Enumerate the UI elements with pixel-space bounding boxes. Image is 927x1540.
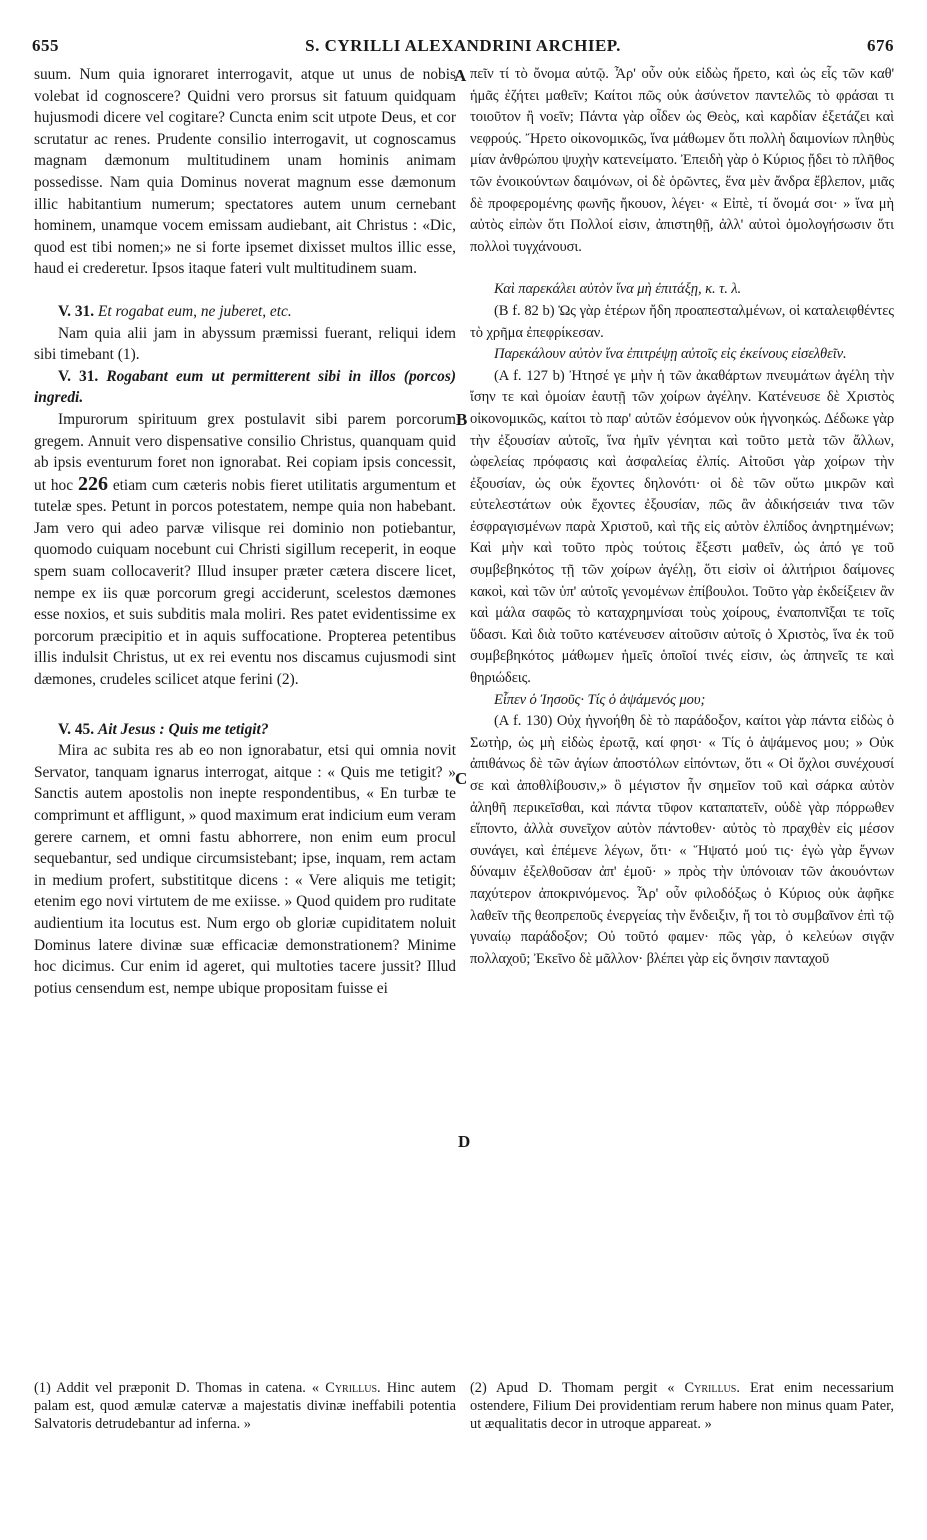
greek-heading: Καὶ παρεκάλει αὐτὸν ἵνα μὴ ἐπιτάξῃ, κ. τ. λ. [494, 281, 742, 298]
verse-heading [34, 366, 456, 409]
latin-column [34, 64, 456, 999]
greek-heading: Παρεκάλουν αὐτὸν ἵνα ἐπιτρέψῃ αὐτοῖς εἰς ἐκείνους εἰσελθεῖν. [494, 346, 847, 363]
verse-title: Ait Jesus : Quis me tetigit? [97, 720, 269, 738]
page-number-right: 676 [867, 36, 894, 55]
latin-paragraph: suum. Num quia ignoraret interrogavit, atque ut unus de nobis volebat id cognoscere? Quidni vero prorsus sit fatuum quidquam hujusmodi dicere vel cogitare? Cuncta enim scit utpote Deus, et cor scrutatur ac renes. Prudente consilio interrogavit, ut cognoscamus magnam dæmonum multitudinem unam hominis animam possedisse. Nam quia Dominus noverat magnum esse dæmonum illic habitantium numerum; spectatores autem unum cernebant hominem, unamque vocem emissam audiebant, ait Christus : «Dic, quod est tibi nomen;» ne si forte ipsemet dixisset multos illic esse, haud ei crederetur. Ipsos itaque fateri vult multitudinem suam. [34, 66, 456, 278]
text-run: etiam cum cæteris nobis fieret utilitatis argumentum et tutelæ spes. Petunt in porcos potestatem, nempe quia non habebant. Jam vero qui adeo parvæ vilisque rei dominio non potiebantur, quomodo cuiquam nocebunt cui Christi sigillum receperit, in eoque spem suam collocaverit? Illud insuper præter cætera discere licet, nempe ex iis quæ porcorum gregi acciderunt, scelestos dæmones esse noxios, et suis subditis mala moliri. Res patet evidentissime ex porcorum præcipitio et in aquis suffocatione. Propterea petentibus illis indulsit Christus, ut ex rei eventu nos discamus cujusmodi sint dæmones, crudeles scilicet atque ferini (2). [34, 476, 457, 689]
greek-heading: Εἶπεν ὁ Ἰησοῦς· Τίς ὁ ἀψάμενός μου; [494, 691, 706, 708]
margin-letter-d: D [458, 1132, 471, 1151]
verse-title: Rogabant eum ut permitterent sibi in illos (porcos) ingredi. [34, 367, 456, 407]
footnote-left [34, 1380, 456, 1433]
verse-title: Et rogabat eum, ne juberet, etc. [97, 302, 292, 320]
verse-number: V. 31. [58, 302, 95, 320]
footnote-text [34, 1380, 456, 1433]
margin-letter-b: B [456, 410, 468, 429]
author-name: Cyrillus. [325, 1380, 381, 1396]
verse-heading [34, 301, 456, 323]
text-run: Hinc autem palam est, quod æmulæ catervæ a majestatis divinæ ineffabili potentia Salvatoris detrudebantur ad inferna. » [34, 1380, 456, 1432]
page-number-left: 655 [32, 36, 59, 55]
greek-paragraph: (A f. 127 b) Ἠτησέ γε μὴν ἡ τῶν ἀκαθάρτων πνευμάτων ἀγέλη τὴν ἴσην τε καὶ ὁμοίαν ἑαυτῇ τῶν χοίρων ἀγέλην. Κατένευσε δὲ Χριστὸς οἰκονομικῶς, καίτοι τὸ παρ' αὐτῶν ἐσόμενον οὐκ ἠγνοηκώς. Δέδωκε γὰρ τὴν ἐξουσίαν αὐτοῖς, ἵνα ἡμῖν γένηται καὶ τοῦτο μετὰ τῶν ἄλλων, ὠφελείας πρόφασις καὶ ἀσφαλείας ἐλπίς. Αἰτοῦσι γὰρ χοίρων τὴν ἐξουσίαν, ὡς οὐκ ἔχοντες δηλονότι· οἱ δὲ τῶν οὕτω μικρῶν καὶ εὐτελεστάτων οὐκ ἔχοντες ἐξουσίαν, πῶς ἂν ἀδικήσειάν τινα τῶν ἐσφραγισμένων παρὰ Χριστοῦ, καὶ τῆς εἰς αὐτὸν ἐλπίδος ἀνηρτημένων; Καὶ μὴν καὶ τοῦτο πρὸς τούτοις ἔξεστι μαθεῖν, ὡς ἀπό γε τοῦ συμβεβηκότος τῇ τῶν χοίρων ἀγέλῃ, ὅτι εἰσὶν οἱ ἀλιτήριοι δαίμονες κακοὶ, καὶ τῶν ὑπ' αὐτοῖς γενομένων ἐπίβουλοι. Τοῦτο γὰρ ἐκδείξειεν ἂν καὶ μάλα σαφῶς τὸ καταχρημνίσαι τοὺς χοίρους, ἐναποπνῖξαι τε τοῖς ὕδασι. Καὶ διὰ τοῦτο κατένευσεν αἰτοῦσιν αὐτοῖς ὁ Χριστὸς, ἵνα ἐκ τοῦ συμβεβηκότος μάθωμεν ἡμεῖς ὁποῖοί τινές εἰσιν, ὡς ἀπηνεῖς τε καὶ θηριώδεις. [470, 367, 894, 687]
text-run: (2) Apud D. Thomam pergit « [470, 1380, 675, 1396]
margin-letter-a: A [454, 66, 467, 85]
margin-letter-c: C [455, 769, 468, 788]
running-title: S. CYRILLI ALEXANDRINI ARCHIEP. [305, 36, 621, 55]
greek-paragraph: (B f. 82 b) Ὡς γὰρ ἑτέρων ἤδη προαπεσταλμένων, οἱ καταλειφθέντες τὸ χρῆμα ἐπεφρίκεσαν. [470, 302, 894, 341]
verse-number: V. 31. [58, 367, 99, 385]
text-run: Impurorum spirituum grex postulavit sibi parem porcorum gregem. Annuit vero dispensative consilio Christus, quanquam quid ab ipsis eventurum foret non ignorabat. Rei copiam ipsis concessit, ut hoc [34, 410, 456, 494]
footnote-right [470, 1380, 894, 1433]
latin-paragraph: Nam quia alii jam in abyssum præmissi fuerant, reliqui idem sibi timebant (1). [34, 324, 456, 364]
text-run: (1) Addit vel præponit D. Thomas in catena. « [34, 1380, 320, 1396]
greek-paragraph: (A f. 130) Οὐχ ἠγνοήθη δὲ τὸ παράδοξον, καίτοι γὰρ πάντα εἰδὼς ὁ Σωτὴρ, ὡς μὴ εἰδὼς ἐρωτᾷ, καί φησι· « Τίς ὁ ἀψάμενος μου; » Οὐκ ἀπιθάνως δὲ τῶν ἁγίων ἀποστόλων εἰπόντων, ὅτι « Οἱ ὄχλοι συνέχουσί σε καὶ ἀποθλίβουσιν,» ὃ μέγιστον ἦν σημεῖον τοῦ καὶ σάρκα αὐτὸν ἀληθῆ περικεῖσθαι, καὶ πάντα τῦφον καταπατεῖν, οὐδὲ γὰρ πόρρωθεν εἵποντο, ἀλλὰ συνεῖχον αὐτὸν πάντοθεν· αὐτὸς τὸ πραχθὲν εἰς μέσον συνάγει, καὶ ἐπέμενε λέγων, ὅτι· « Ἥψατό μού τις· ἐγὼ γὰρ ἔγνων δύναμιν ἐξελθοῦσαν ἀπ' ἐμοῦ· » πρὸς τὴν ὑπόνοιαν τῶν ἀκουόντων παχύτερον ἀποκρινόμενος. Ἆρ' οὖν φιλοδόξως ὁ Κύριος οὐκ ἀφῆκε λαθεῖν τῆς θεοπρεποῦς ἐνεργείας τὴν ἔνδειξιν, ἤ τοι τὸ συμβαῖνον ἐπὶ τῷ γυναίῳ παράδοξον; Οὐ τοῦτό φαμεν· πῶς γὰρ, ὁ κελεύων σιγᾷν πολλαχοῦ; Ἐκεῖνο δὲ μᾶλλον· βλέπει γὰρ εἰς ὄνησιν πανταχοῦ [470, 713, 894, 967]
running-header [32, 36, 894, 60]
text-run: Erat enim necessarium ostendere, Filium Dei providentiam rerum habere non minus quam Pater, ut æqualitatis decor in utroque appareat. » [470, 1380, 894, 1432]
footnote-text [470, 1380, 894, 1433]
latin-paragraph [34, 409, 456, 691]
author-name: Cyrillus. [684, 1380, 740, 1396]
column-number: 226 [77, 472, 108, 495]
verse-number: V. 45. [58, 720, 95, 738]
verse-heading [34, 719, 456, 741]
greek-paragraph: πεῖν τί τὸ ὄνομα αὐτῷ. Ἆρ' οὖν οὐκ εἰδὼς ἤρετο, καὶ ὡς εἷς τῶν καθ' ἡμᾶς ἐζήτει μαθεῖν; Καίτοι πῶς οὐκ ἀσύνετον παντελῶς τὸ φράσαι τι τοιοῦτον ἢ νοεῖν; Πάντα γὰρ οἶδεν ὡς Θεὸς, καὶ καρδίαν ἐξετάζει καὶ νεφρούς. Ἤρετο οἰκονομικῶς, ἵνα μάθωμεν ὅτι πολλὴ δαιμονίων πληθὺς μίαν ἀνθρώπου ψυχὴν κατενείματο. Ἐπειδὴ γὰρ ὁ Κύριος ᾔδει τὸ πλῆθος τῶν ἐνοικούντων δαιμόνων, οἱ δὲ ὁρῶντες, ἕνα μὲν ἄνδρα ἔβλεπον, μιᾶς δὲ προφερομένης φωνῆς ἤκουον, λέγει· « Εἰπὲ, τί ὄνομά σοι· » ἵνα μὴ αὐτὸς εἰπὼν ὅτι Πολλοί εἰσιν, ἀπιστηθῇ, ἀλλ' αὐτοὶ ὁμολογήσωσιν ὅτι πολλοὶ τυγχάνουσι. [470, 66, 894, 255]
latin-paragraph: Mira ac subita res ab eo non ignorabatur, etsi qui omnia novit Servator, tanquam ignarus interrogat, aitque : « Quis me tetigit? » Sanctis autem apostolis non inepte respondentibus, « En turbæ te comprimunt et affligunt, » quod maximum erat indicium eum veram gerere carnem, et omni fastu abhorrere, non enim eum procul sequebantur, sed undique circumsistebant; ipse, inquam, rem actam in medium profert, substititque dicens : « Vere aliquis me tetigit; etenim ego novi virtutem de me exiisse. » Quod quidem pro ruditate audientium ita locutus est. Num ergo ob gloriæ cupiditatem noluit Dominus latere divinæ suæ efficaciæ demonstrationem? Minime hoc dicimus. Cur enim id ageret, qui multoties tacere jussit? Illud potius censendum est, nempe ubique propositam fuisse ei [34, 742, 456, 997]
greek-column [470, 64, 894, 970]
